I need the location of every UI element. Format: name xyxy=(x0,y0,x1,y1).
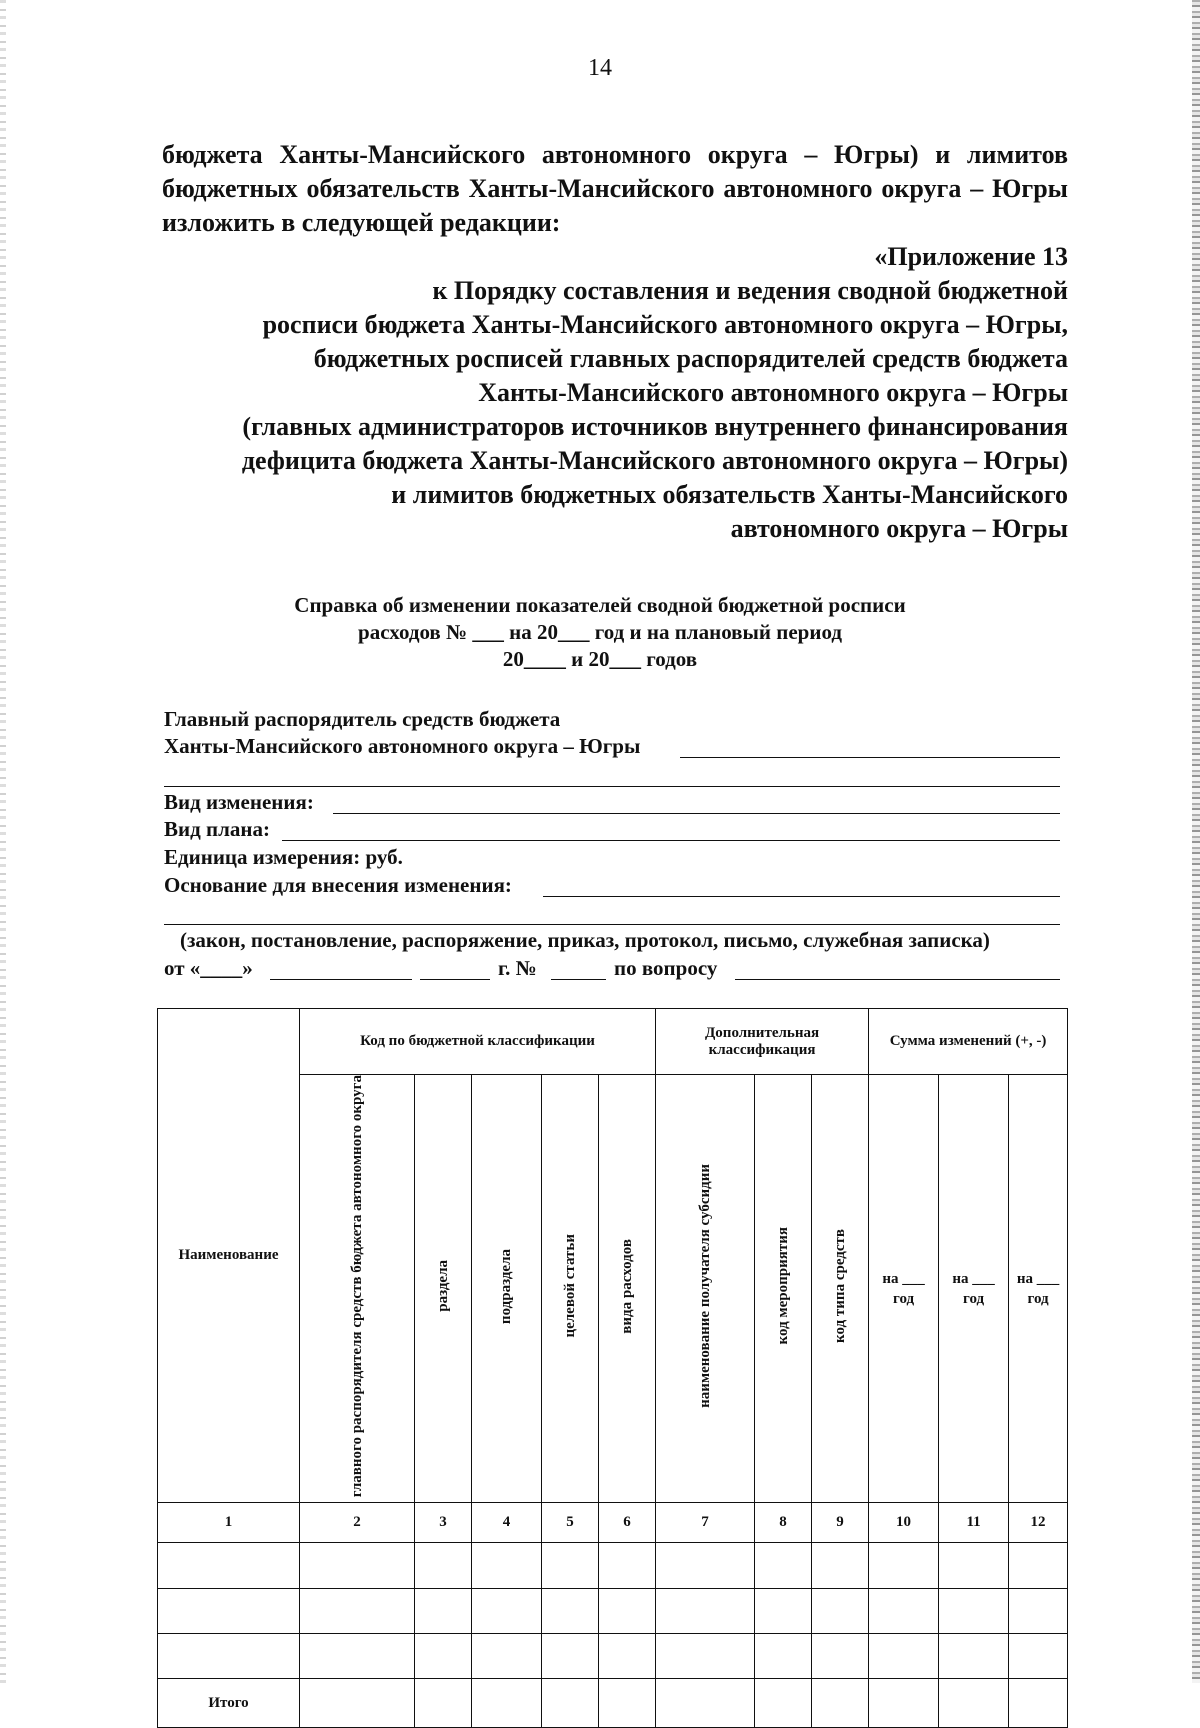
table-cell[interactable] xyxy=(300,1543,415,1589)
table-cell[interactable] xyxy=(599,1543,656,1589)
table-cell[interactable] xyxy=(300,1679,415,1728)
scan-edge-left xyxy=(0,0,6,1683)
column-number: 6 xyxy=(599,1503,656,1543)
table-cell[interactable] xyxy=(599,1589,656,1634)
column-number: 2 xyxy=(300,1503,415,1543)
manager-label-2: Ханты-Мансийского автономного округа – Югры xyxy=(164,734,641,758)
appendix-line: Ханты-Мансийского автономного округа – Югры xyxy=(478,378,1068,407)
subheader-main-manager: главного распорядителя средств бюджета автономного округа xyxy=(300,1075,415,1503)
column-number: 7 xyxy=(656,1503,755,1543)
table-cell[interactable] xyxy=(542,1589,599,1634)
appendix-line: дефицита бюджета Ханты-Мансийского автономного округа – Югры) xyxy=(241,446,1068,475)
from-label: от «____» xyxy=(164,956,253,980)
table-cell[interactable] xyxy=(656,1543,755,1589)
table-cell[interactable] xyxy=(939,1543,1009,1589)
column-number: 1 xyxy=(158,1503,300,1543)
header-extra-classification: Дополнительная классификация xyxy=(656,1009,869,1075)
intro-line-3: изложить в следующей редакции: xyxy=(162,208,561,237)
column-number: 3 xyxy=(415,1503,472,1543)
table-cell[interactable] xyxy=(415,1589,472,1634)
header-sum-changes: Сумма изменений (+, -) xyxy=(869,1009,1068,1075)
table-cell[interactable] xyxy=(656,1589,755,1634)
appendix-line: (главных администраторов источников внутреннего финансирования xyxy=(242,412,1068,441)
table-cell[interactable] xyxy=(415,1679,472,1728)
total-label: Итого xyxy=(158,1679,300,1728)
table-cell[interactable] xyxy=(755,1543,812,1589)
table-cell[interactable] xyxy=(755,1634,812,1679)
table-cell[interactable] xyxy=(1009,1679,1068,1728)
appendix-line: и лимитов бюджетных обязательств Ханты-Мансийского xyxy=(391,480,1068,509)
table-cell[interactable] xyxy=(599,1634,656,1679)
header-name: Наименование xyxy=(158,1009,300,1503)
subheader-subsection: подраздела xyxy=(472,1075,542,1503)
change-type-input-line[interactable] xyxy=(333,813,1060,814)
column-number: 12 xyxy=(1009,1503,1068,1543)
year-number-label: г. № xyxy=(498,956,537,980)
question-input-line[interactable] xyxy=(735,979,1060,980)
page-number: 14 xyxy=(588,55,612,81)
unit-label: Единица измерения: руб. xyxy=(164,845,403,869)
table-cell[interactable] xyxy=(300,1634,415,1679)
column-number: 5 xyxy=(542,1503,599,1543)
basis-label: Основание для внесения изменения: xyxy=(164,873,512,897)
total-row xyxy=(158,1679,1068,1728)
column-number: 9 xyxy=(812,1503,869,1543)
basis-input-line-2[interactable] xyxy=(164,924,1060,925)
appendix-line: бюджетных росписей главных распорядителей средств бюджета xyxy=(313,344,1068,373)
table-cell[interactable] xyxy=(869,1634,939,1679)
appendix-line: к Порядку составления и ведения сводной бюджетной xyxy=(432,276,1068,305)
subheader-funds-type: код типа средств xyxy=(812,1075,869,1503)
table-cell[interactable] xyxy=(1009,1634,1068,1679)
certificate-title: Справка об изменении показателей сводной бюджетной росписи xyxy=(294,593,906,617)
table-cell[interactable] xyxy=(599,1679,656,1728)
subheader-year-1: на ___ год xyxy=(869,1075,939,1503)
column-number: 10 xyxy=(869,1503,939,1543)
table-cell[interactable] xyxy=(755,1679,812,1728)
table-row xyxy=(158,1589,1068,1634)
table-cell[interactable] xyxy=(656,1679,755,1728)
manager-input-line[interactable] xyxy=(680,757,1060,758)
table-row xyxy=(158,1543,1068,1589)
certificate-line-2: расходов № ___ на 20___ год и на плановый период xyxy=(358,620,842,644)
intro-line-1: бюджета Ханты-Мансийского автономного округа – Югры) и лимитов xyxy=(162,140,1068,169)
column-number: 4 xyxy=(472,1503,542,1543)
plan-type-label: Вид плана: xyxy=(164,817,270,841)
table-cell[interactable] xyxy=(542,1543,599,1589)
table-cell[interactable] xyxy=(755,1589,812,1634)
year-input-line[interactable] xyxy=(420,979,490,980)
certificate-line-3: 20____ и 20___ годов xyxy=(502,647,698,671)
table-cell[interactable] xyxy=(415,1543,472,1589)
table-cell[interactable] xyxy=(656,1634,755,1679)
table-cell[interactable] xyxy=(158,1634,300,1679)
subheader-year-2: на ___ год xyxy=(939,1075,1009,1503)
table-cell[interactable] xyxy=(472,1589,542,1634)
table-cell[interactable] xyxy=(869,1589,939,1634)
question-label: по вопросу xyxy=(614,956,718,980)
appendix-line: росписи бюджета Ханты-Мансийского автономного округа – Югры, xyxy=(262,310,1068,339)
column-number: 11 xyxy=(939,1503,1009,1543)
subheader-target-article: целевой статьи xyxy=(542,1075,599,1503)
appendix-line: автономного округа – Югры xyxy=(730,514,1068,543)
table-cell[interactable] xyxy=(472,1543,542,1589)
table-cell[interactable] xyxy=(300,1589,415,1634)
table-cell[interactable] xyxy=(472,1634,542,1679)
number-input-line[interactable] xyxy=(551,979,606,980)
table-cell[interactable] xyxy=(939,1679,1009,1728)
table-cell[interactable] xyxy=(1009,1589,1068,1634)
table-cell[interactable] xyxy=(812,1589,869,1634)
subheader-section: раздела xyxy=(415,1075,472,1503)
column-number: 8 xyxy=(755,1503,812,1543)
table-cell[interactable] xyxy=(158,1589,300,1634)
table-cell[interactable] xyxy=(472,1679,542,1728)
subheader-recipient: наименование получателя субсидии xyxy=(656,1075,755,1503)
basis-hint: (закон, постановление, распоряжение, приказ, протокол, письмо, служебная записка) xyxy=(180,928,990,952)
manager-input-line-2[interactable] xyxy=(164,786,1060,787)
appendix-line: «Приложение 13 xyxy=(874,242,1068,271)
intro-line-2: бюджетных обязательств Ханты-Мансийского автономного округа – Югры xyxy=(162,174,1068,203)
table-cell[interactable] xyxy=(869,1543,939,1589)
table-cell[interactable] xyxy=(939,1634,1009,1679)
header-budget-code: Код по бюджетной классификации xyxy=(300,1009,656,1075)
table-cell[interactable] xyxy=(939,1589,1009,1634)
change-type-label: Вид изменения: xyxy=(164,790,314,814)
subheader-expense-type: вида расходов xyxy=(599,1075,656,1503)
scan-edge-right xyxy=(1192,0,1200,1683)
subheader-year-3: на ___ год xyxy=(1009,1075,1068,1503)
plan-type-input-line[interactable] xyxy=(282,840,1060,841)
budget-change-table xyxy=(157,1008,1068,1728)
table-cell[interactable] xyxy=(812,1634,869,1679)
basis-input-line[interactable] xyxy=(543,896,1060,897)
table-cell[interactable] xyxy=(542,1634,599,1679)
date-input-line[interactable] xyxy=(270,979,412,980)
table-row xyxy=(158,1634,1068,1679)
table-cell[interactable] xyxy=(158,1543,300,1589)
manager-label-1: Главный распорядитель средств бюджета xyxy=(164,707,561,731)
table-cell[interactable] xyxy=(1009,1543,1068,1589)
table-cell[interactable] xyxy=(812,1543,869,1589)
subheader-event-code: код мероприятия xyxy=(755,1075,812,1503)
table-cell[interactable] xyxy=(869,1679,939,1728)
table-cell[interactable] xyxy=(415,1634,472,1679)
table-cell[interactable] xyxy=(812,1679,869,1728)
table-cell[interactable] xyxy=(542,1679,599,1728)
